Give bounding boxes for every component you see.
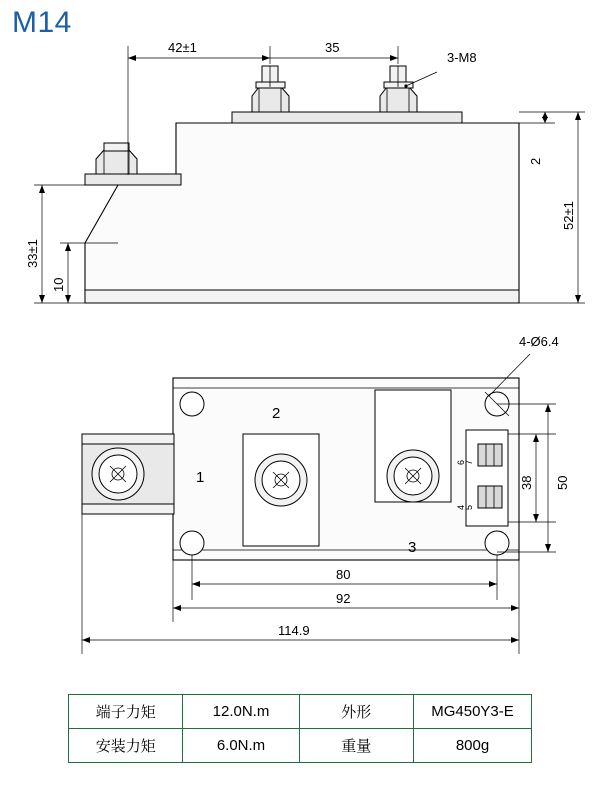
screw-terminal-3 xyxy=(387,450,439,502)
spec-label-mounting-torque: 安装力矩 xyxy=(69,729,183,763)
side-view xyxy=(25,40,585,303)
spec-label-outline: 外形 xyxy=(299,695,413,729)
dim-1149: 114.9 xyxy=(278,623,310,638)
table-row xyxy=(69,729,532,763)
dim-33: 33±1 xyxy=(25,239,40,268)
label-4-hole: 4-Ø6.4 xyxy=(519,334,559,349)
pin-label-7: 7 xyxy=(464,459,474,465)
pin-label-6: 6 xyxy=(456,459,466,465)
side-nut-left xyxy=(96,143,137,174)
mount-hole-br xyxy=(485,531,509,555)
label-3-m8: 3-M8 xyxy=(447,50,477,65)
table-row xyxy=(69,695,532,729)
spec-value-weight: 800g xyxy=(414,729,532,763)
dim-92: 92 xyxy=(336,591,351,606)
pin-label-5: 5 xyxy=(464,504,474,510)
terminal-label-2: 2 xyxy=(272,405,281,422)
spec-table xyxy=(68,694,532,763)
page-title: M14 xyxy=(12,6,72,39)
mount-hole-tl xyxy=(180,392,204,416)
screw-terminal-1 xyxy=(92,448,144,500)
spec-value-outline: MG450Y3-E xyxy=(414,695,532,729)
side-nut-middle xyxy=(252,66,289,112)
screw-terminal-2 xyxy=(255,454,307,506)
pin-label-4: 4 xyxy=(456,504,466,510)
spec-value-mounting-torque: 6.0N.m xyxy=(183,729,299,763)
top-view xyxy=(82,334,570,654)
dim-52: 52±1 xyxy=(561,201,576,230)
spec-value-terminal-torque: 12.0N.m xyxy=(183,695,299,729)
dim-80: 80 xyxy=(336,567,351,582)
spec-label-weight: 重量 xyxy=(299,729,413,763)
mount-hole-bl xyxy=(180,531,204,555)
dim-2: 2 xyxy=(528,157,543,165)
spec-label-terminal-torque: 端子力矩 xyxy=(69,695,183,729)
dim-35: 35 xyxy=(325,40,340,55)
terminal-label-1: 1 xyxy=(196,469,205,486)
terminal-label-3: 3 xyxy=(408,539,417,556)
dim-38: 38 xyxy=(519,475,534,490)
dim-42: 42±1 xyxy=(168,40,197,55)
dim-50: 50 xyxy=(555,475,570,490)
side-nut-right xyxy=(380,66,417,112)
dim-10: 10 xyxy=(51,277,66,292)
